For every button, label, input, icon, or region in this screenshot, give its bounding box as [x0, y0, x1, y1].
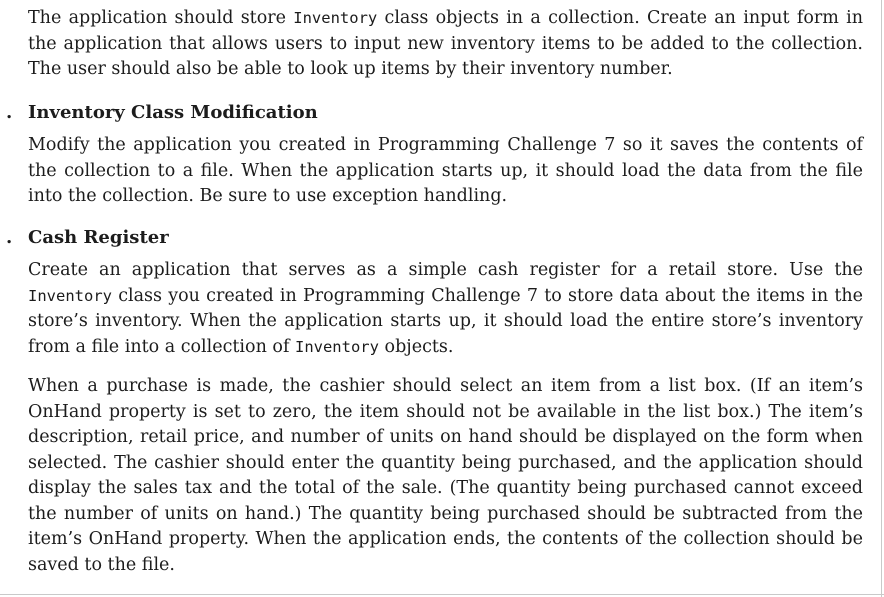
inventory-code-term-1: Inventory	[28, 286, 112, 305]
inventory-mod-bullet: .	[6, 102, 13, 123]
page-edge-bottom	[0, 594, 884, 595]
inventory-mod-paragraph: Modify the application you created in Programming Challenge 7 so it saves the contents of the collection to a file. When the application starts up, it should load the data from the file into the collection. Be sure to use exception handling.	[28, 135, 863, 206]
inventory-mod-heading: Inventory Class Modification	[28, 102, 318, 123]
cash-register-text-a: Create an application that serves as a simple cash register for a retail store. Use the	[28, 260, 863, 280]
cash-register-paragraph-2: When a purchase is made, the cashier should select an item from a list box. (If an item’s OnHand property is set to zero, the item should not be available in the list box.) The item’s description, retail price, and number of units on hand should be displayed on the form when selected. The cashier should enter the quantity being purchased, and the application should display the sales tax and the total of the sale. (The quantity being purchased cannot exceed the number of units on hand.) The quantity being purchased should be subtracted from the item’s OnHand property. When the application ends, the contents of the collection should be saved to the file.	[28, 376, 863, 575]
page-edge-right	[881, 0, 882, 597]
intro-text-a: The application should store	[28, 8, 294, 28]
intro-paragraph	[28, 6, 863, 83]
intro-text-b: class objects in a collection. Create an input form in the application that allows users to input new inventory items to be added to the collection. The user should also be able to look up items by their inventory number.	[28, 8, 863, 79]
inventory-code-term: Inventory	[293, 9, 378, 27]
cash-register-text-b: class you created in Programming Challenge 7 to store data about the items in the store’s inventory. When the application starts up, it should load the entire store’s inventory from a file into a collection of	[28, 285, 863, 357]
inventory-code-term-2: Inventory	[294, 337, 379, 356]
cash-register-paragraph-1	[28, 258, 863, 360]
cash-register-heading: Cash Register	[28, 227, 169, 248]
cash-register-bullet: .	[6, 227, 13, 248]
cash-register-text-c: objects.	[378, 336, 454, 357]
